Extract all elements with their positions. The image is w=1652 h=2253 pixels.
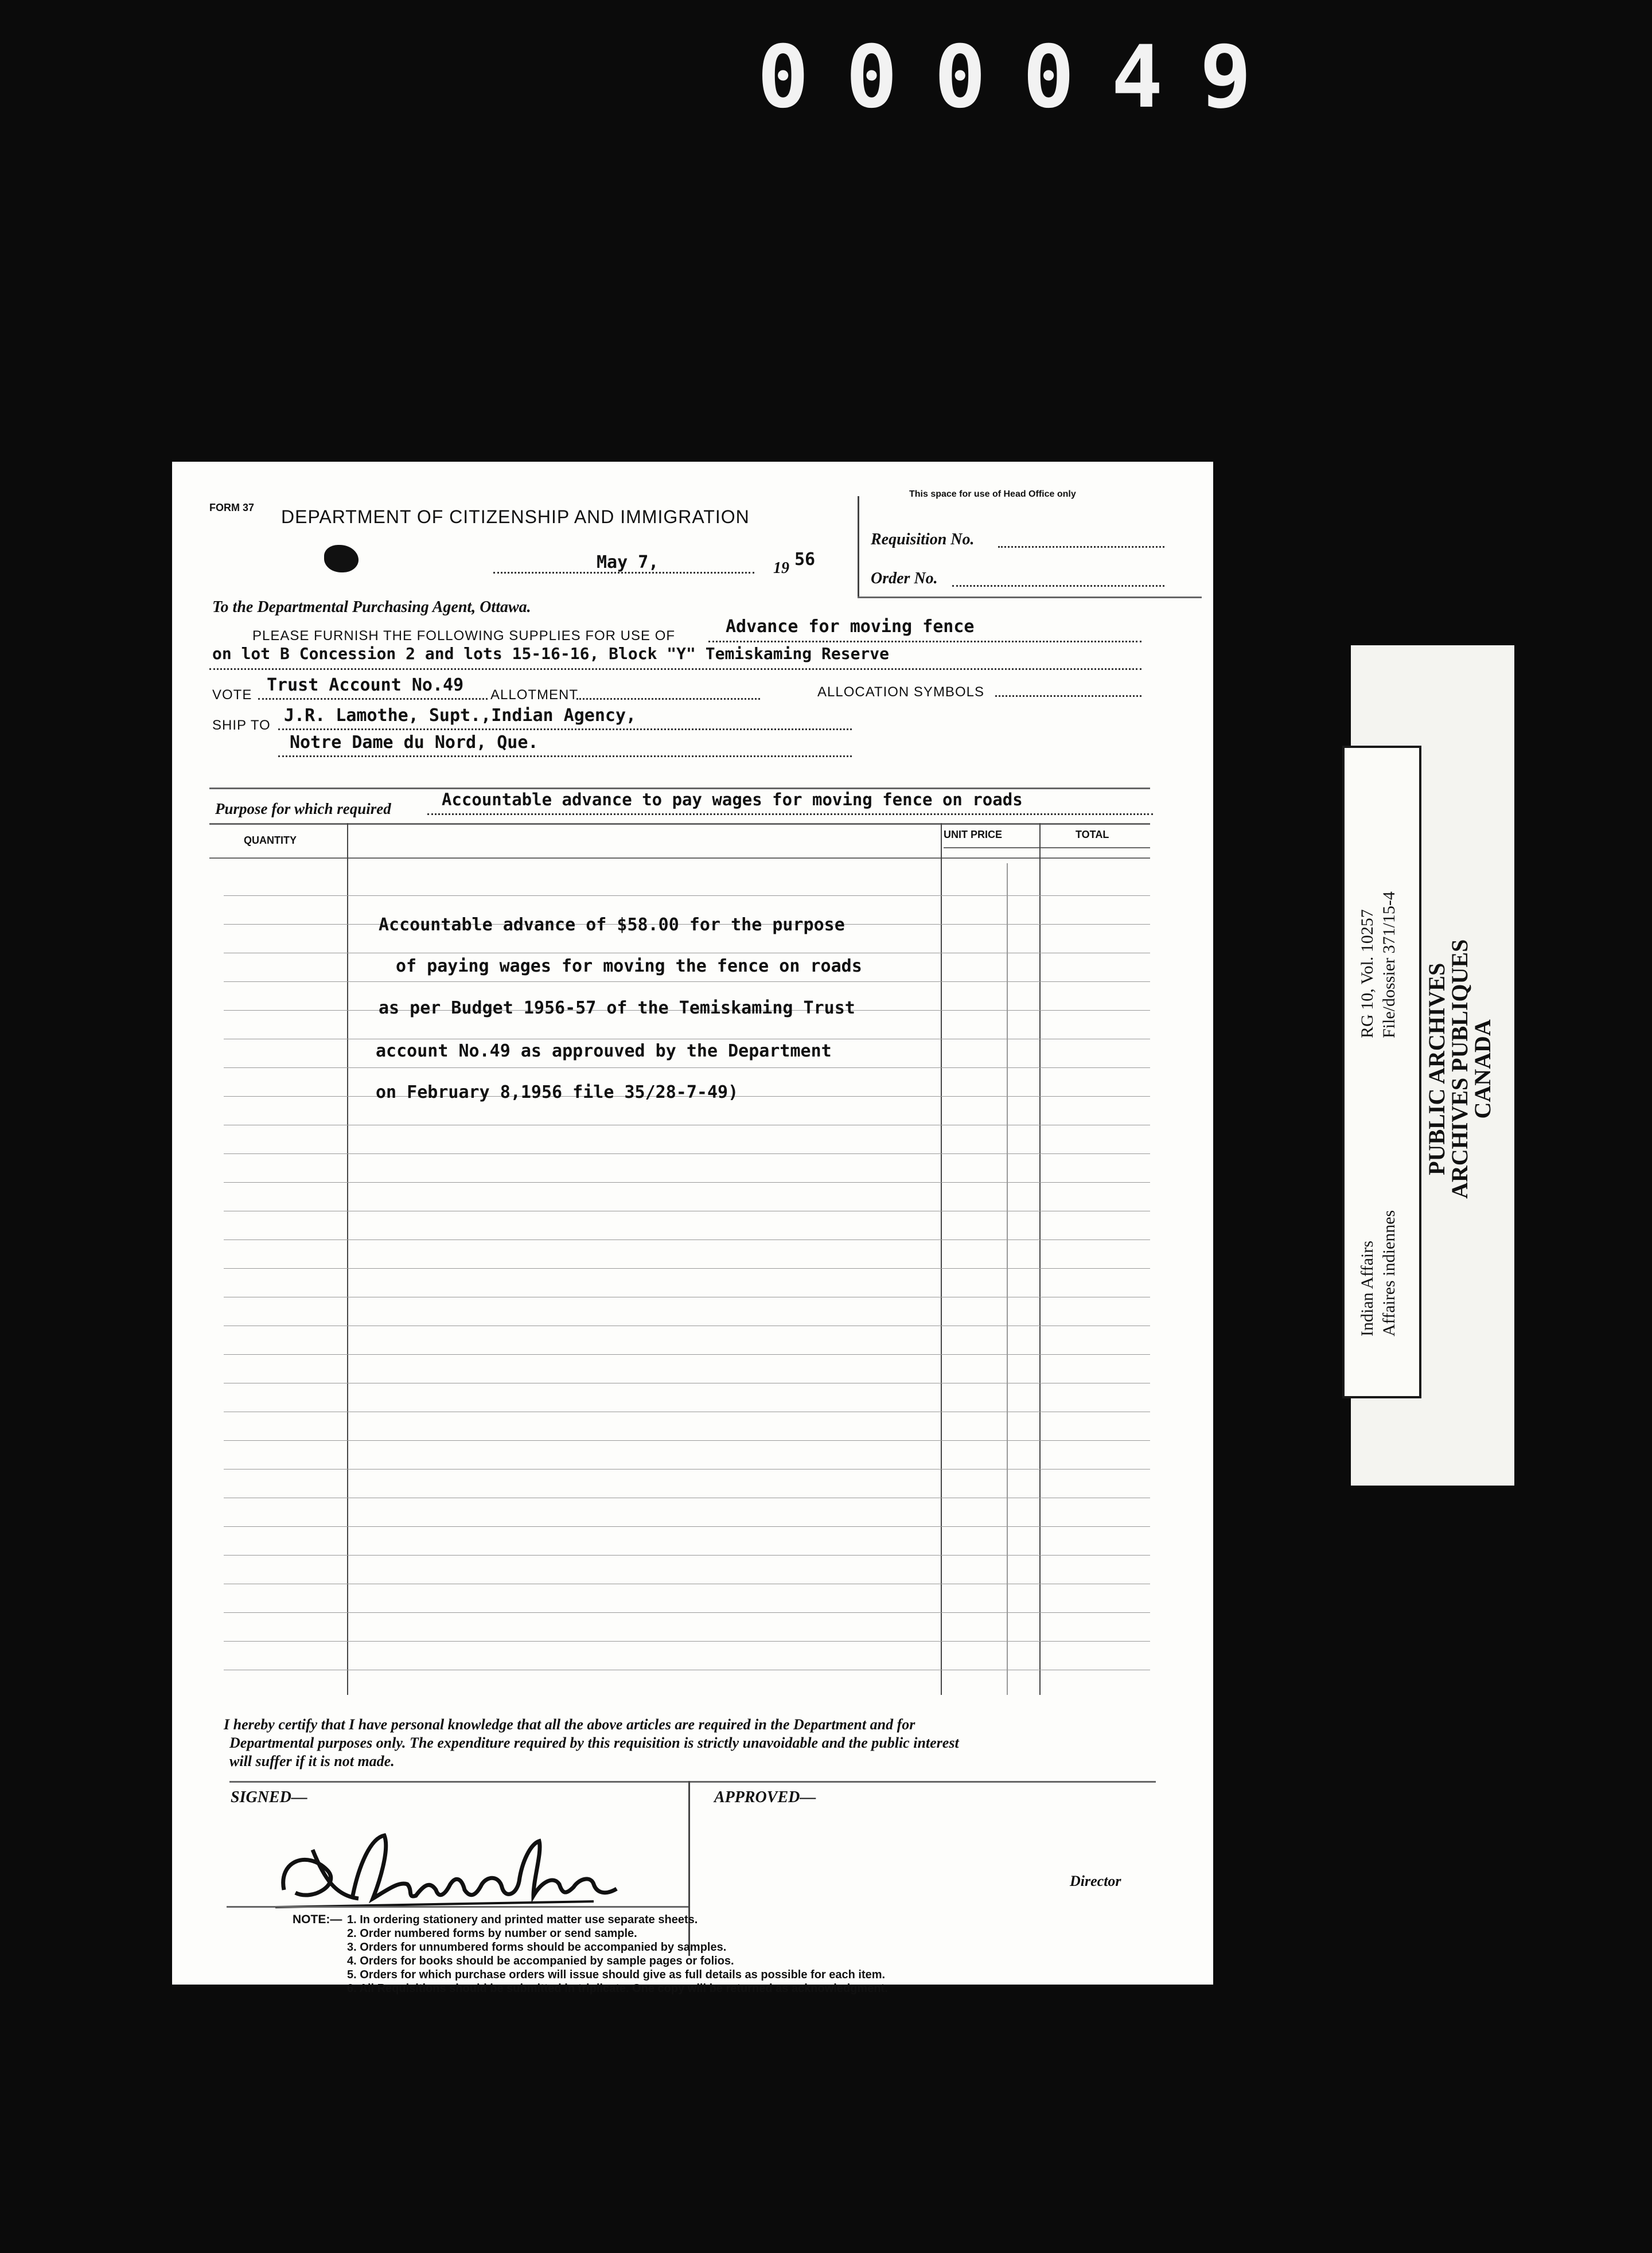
department-title: DEPARTMENT OF CITIZENSHIP AND IMMIGRATION <box>281 506 750 527</box>
price-header-rule <box>944 847 1150 848</box>
signature-section-rule <box>229 1781 1156 1783</box>
note-item: 5. Orders for which purchase orders will issue should give as full details as possible for each item. <box>347 1969 886 1981</box>
archive-title-country: CANADA <box>1470 1019 1495 1119</box>
ship-to-field-2 <box>278 755 852 757</box>
purpose-field <box>427 813 1153 815</box>
body-line-4: account No.49 as approuved by the Department <box>376 1041 832 1061</box>
form-number: FORM 37 <box>209 502 255 513</box>
head-office-box-left <box>858 496 859 597</box>
allocation-label: ALLOCATION SYMBOLS <box>817 684 984 700</box>
archive-ref-file: File/dossier 371/15-4 <box>1380 891 1398 1038</box>
archive-title-en: PUBLIC ARCHIVES <box>1424 962 1450 1175</box>
signature-line <box>227 1906 688 1908</box>
section-divider <box>209 788 1150 789</box>
column-unit-price: UNIT PRICE <box>944 829 1003 840</box>
unit-price-left-rule <box>941 823 942 1695</box>
use-of-line-1: Advance for moving fence <box>726 617 975 637</box>
column-quantity: QUANTITY <box>244 835 297 846</box>
archive-reference <box>1357 891 1400 1038</box>
to-line: To the Departmental Purchasing Agent, Ottawa. <box>212 598 531 616</box>
director-label: Director <box>1070 1873 1121 1889</box>
please-furnish-label: PLEASE FURNISH THE FOLLOWING SUPPLIES FOR USE OF <box>252 628 676 644</box>
column-total: TOTAL <box>1076 829 1109 840</box>
body-line-3: as per Budget 1956-57 of the Temiskaming Trust <box>379 998 855 1018</box>
total-column-rule <box>1039 823 1041 1695</box>
order-field <box>952 585 1164 587</box>
allotment-label: ALLOTMENT <box>490 687 579 703</box>
vote-value: Trust Account No.49 <box>267 675 464 695</box>
ship-to-field <box>278 728 852 730</box>
table-top-rule <box>209 823 1150 825</box>
table-header-rule <box>209 857 1150 859</box>
unit-price-cents-rule <box>1007 863 1008 1695</box>
archive-title <box>1425 940 1494 1199</box>
certify-line-3: will suffer if it is not made. <box>229 1753 395 1769</box>
purpose-value: Accountable advance to pay wages for moving fence on roads <box>442 790 1023 809</box>
allotment-field <box>576 698 760 700</box>
archive-line-fr: Affaires indiennes <box>1380 1210 1398 1336</box>
requisition-form <box>172 462 1213 1995</box>
use-of-field-2 <box>209 668 1141 670</box>
head-office-box-bottom <box>858 597 1202 598</box>
ink-blot <box>324 545 359 572</box>
archive-line-en: Indian Affairs <box>1358 1241 1377 1336</box>
allocation-field <box>995 695 1141 697</box>
use-of-field <box>708 641 1141 642</box>
vote-field <box>258 698 488 700</box>
head-office-note: This space for use of Head Office only <box>909 489 1076 499</box>
requisition-label: Requisition No. <box>871 531 975 548</box>
certify-line-1: I hereby certify that I have personal knowledge that all the above articles are required in the Department and for <box>224 1716 915 1733</box>
year-value: 56 <box>794 549 816 570</box>
ship-to-label: SHIP TO <box>212 718 271 733</box>
purpose-label: Purpose for which required <box>215 800 391 817</box>
note-item: 3. Orders for unnumbered forms should be accompanied by samples. <box>347 1941 727 1954</box>
body-line-1: Accountable advance of $58.00 for the purpose <box>379 915 845 935</box>
ship-to-line-1: J.R. Lamothe, Supt.,Indian Agency, <box>284 705 637 726</box>
vote-label: VOTE <box>212 687 252 703</box>
requisition-field <box>998 546 1164 548</box>
date-value: May 7, <box>597 552 659 572</box>
note-item: 1. In ordering stationery and printed matter use separate sheets. <box>347 1913 698 1926</box>
archive-ref-volume: RG 10, Vol. 10257 <box>1358 909 1377 1038</box>
frame-number: 000049 <box>757 28 1288 127</box>
note-item: 4. Orders for books should be accompanied by sample pages or folios. <box>347 1955 734 1967</box>
ship-to-line-2: Notre Dame du Nord, Que. <box>290 732 539 753</box>
body-line-5: on February 8,1956 file 35/28-7-49) <box>376 1082 739 1102</box>
note-item: 2. Order numbered forms by number or send sample. <box>347 1927 637 1940</box>
note-item: 6. All Requisitions should be submitted in triplicate. One copy will be returned as acknowledgment. <box>347 1982 888 1995</box>
archive-department <box>1357 1210 1400 1336</box>
approved-label: APPROVED— <box>714 1788 816 1806</box>
note-label: NOTE:— <box>293 1913 342 1926</box>
body-line-2: of paying wages for moving the fence on roads <box>396 956 862 976</box>
certify-line-2: Departmental purposes only. The expenditure required by this requisition is strictly unavoidable and the public interest <box>229 1734 959 1751</box>
archive-title-fr: ARCHIVES PUBLIQUES <box>1447 939 1472 1199</box>
notes-list <box>347 1913 888 1995</box>
quantity-column-rule <box>347 823 348 1695</box>
signature-image <box>272 1827 628 1913</box>
use-of-line-2: on lot B Concession 2 and lots 15-16-16, Block "Y" Temiskaming Reserve <box>212 644 890 663</box>
signed-label: SIGNED— <box>231 1788 307 1806</box>
year-prefix: 19 <box>773 559 789 577</box>
order-label: Order No. <box>871 570 938 587</box>
